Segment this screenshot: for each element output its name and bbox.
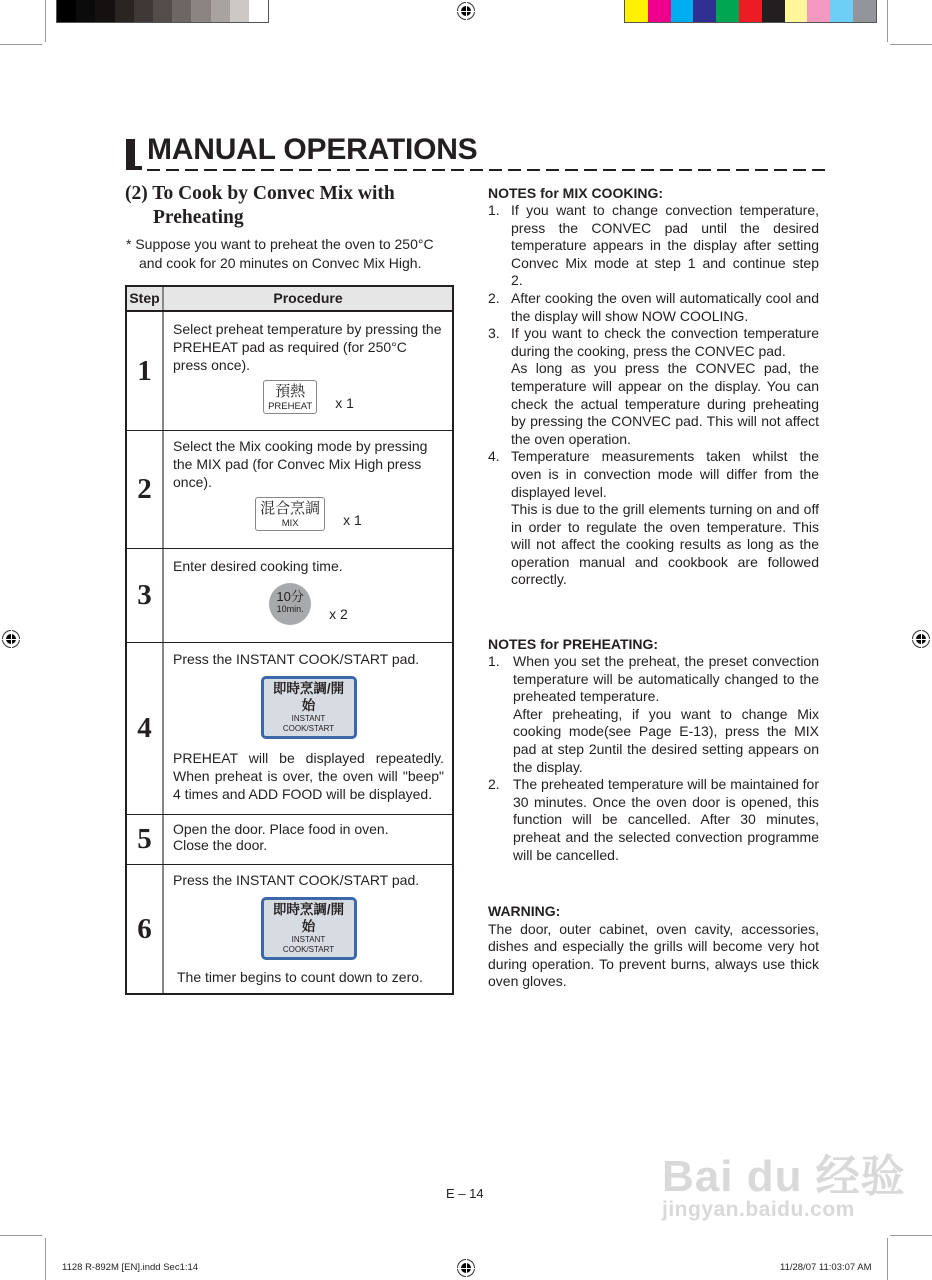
pad-label-english: PREHEAT bbox=[268, 401, 313, 412]
calibration-swatch bbox=[230, 0, 249, 22]
step-procedure bbox=[164, 431, 452, 548]
title-accent-foot bbox=[126, 166, 142, 170]
notes-mix-cooking bbox=[488, 185, 819, 589]
step-procedure bbox=[164, 549, 452, 642]
note-number: 1. bbox=[488, 653, 500, 669]
note-text: If you want to check the convection temperature during the cooking, press the CONVEC pad. bbox=[511, 325, 819, 359]
step-procedure bbox=[164, 865, 452, 993]
grayscale-calibration-bar bbox=[56, 0, 269, 23]
calibration-swatch bbox=[671, 0, 694, 22]
title-dashed-rule bbox=[147, 169, 829, 171]
note-item bbox=[488, 653, 819, 776]
preheat-pad-button bbox=[263, 380, 317, 414]
pad-label-chinese: 混合烹調 bbox=[260, 500, 321, 517]
step-number: 3 bbox=[127, 549, 164, 642]
table-row-step-4 bbox=[127, 643, 452, 815]
note-number: 1. bbox=[488, 202, 500, 218]
table-row-step-1 bbox=[127, 312, 452, 431]
step-procedure bbox=[164, 815, 452, 864]
notes-mix-list bbox=[488, 202, 819, 589]
step-number: 1 bbox=[127, 312, 164, 430]
calibration-swatch bbox=[648, 0, 671, 22]
note-number: 4. bbox=[488, 448, 500, 465]
note-text: If you want to change convection temperature, press the CONVEC pad until the desired temperature appears in the display after setting Convec Mix mode at step 1 and continue step 2. bbox=[511, 202, 819, 289]
pad-label-chinese: 10分 bbox=[276, 589, 304, 604]
note-text: Temperature measurements taken whilst the oven is in convection mode will differ from the displayed level. bbox=[511, 448, 819, 500]
pad-label-chinese: 預熱 bbox=[275, 383, 306, 400]
page-number: E – 14 bbox=[446, 1186, 484, 1201]
note-item bbox=[488, 290, 819, 325]
note-text: The preheated temperature will be maintained for 30 minutes. Once the oven door is opened, this function will be cancelled. After 30 minutes, preheat and the selected convection programme will be cancelled. bbox=[513, 776, 819, 863]
step-text: Press the INSTANT COOK/START pad. bbox=[173, 651, 420, 667]
crop-mark bbox=[890, 44, 932, 45]
intro-line2: and cook for 20 minutes on Convec Mix High. bbox=[139, 255, 422, 271]
pad-label-chinese: 即時烹調/開始 bbox=[272, 681, 345, 713]
note-number: 2. bbox=[488, 289, 500, 306]
header-procedure: Procedure bbox=[273, 290, 343, 306]
10min-pad-button bbox=[269, 583, 311, 625]
intro-line1: * Suppose you want to preheat the oven to 250°C bbox=[126, 236, 434, 252]
calibration-swatch bbox=[249, 0, 268, 22]
crop-mark bbox=[0, 1235, 42, 1236]
step-number: 5 bbox=[127, 815, 164, 864]
note-item bbox=[488, 202, 819, 290]
note-text: As long as you press the CONVEC pad, the temperature will appear on the display. You can check the actual temperature during preheating by pressing the CONVEC pad. This will not affect the oven operation. bbox=[511, 360, 819, 447]
note-number: 3. bbox=[488, 325, 500, 342]
print-timestamp: 11/28/07 11:03:07 AM bbox=[780, 1262, 872, 1273]
calibration-swatch bbox=[57, 0, 76, 22]
instant-cook-start-pad-button bbox=[261, 676, 357, 739]
file-info: 1128 R-892M [EN].indd Sec1:14 bbox=[62, 1262, 199, 1273]
note-item bbox=[488, 448, 819, 589]
calibration-swatch bbox=[716, 0, 739, 22]
step-text: Select preheat temperature by pressing the PREHEAT pad as required (for 250°C press once). bbox=[173, 321, 442, 373]
crop-mark bbox=[45, 0, 46, 42]
step-procedure bbox=[164, 643, 452, 814]
warning-heading: WARNING: bbox=[488, 903, 561, 919]
calibration-swatch bbox=[853, 0, 876, 22]
steps-table bbox=[125, 285, 454, 995]
note-item bbox=[488, 776, 819, 864]
calibration-swatch bbox=[762, 0, 785, 22]
table-header bbox=[127, 287, 452, 312]
step-result-text: The timer begins to count down to zero. bbox=[177, 969, 423, 985]
crop-mark bbox=[890, 1235, 932, 1236]
step-text: Press the INSTANT COOK/START pad. bbox=[173, 872, 420, 888]
step-procedure bbox=[164, 312, 452, 430]
step-result-text: PREHEAT will be displayed repeatedly. When preheat is over, the oven will "beep" 4 times and ADD FOOD will be displayed. bbox=[173, 750, 444, 802]
table-row-step-2 bbox=[127, 431, 452, 549]
section-title bbox=[125, 182, 395, 230]
calibration-swatch bbox=[211, 0, 230, 22]
crop-mark bbox=[887, 1238, 888, 1280]
table-row-step-3 bbox=[127, 549, 452, 643]
pad-label-english: MIX bbox=[281, 518, 299, 529]
calibration-swatch bbox=[785, 0, 808, 22]
section-title-line2: Preheating bbox=[153, 207, 244, 228]
press-count: x 1 bbox=[343, 512, 362, 528]
watermark-url: jingyan.baidu.com bbox=[662, 1198, 855, 1221]
baidu-watermark bbox=[662, 1140, 906, 1222]
pad-label-english: 10min. bbox=[276, 604, 304, 614]
registration-mark-icon bbox=[912, 630, 930, 648]
step-text-line2: Close the door. bbox=[173, 837, 268, 853]
table-row-step-5 bbox=[127, 815, 452, 865]
notes-mix-heading: NOTES for MIX COOKING: bbox=[488, 185, 663, 201]
note-text: This is due to the grill elements turning on and off in order to regulate the oven temperature. This will not affect the cooking results as long as the operation manual and cookbook are followed correctly. bbox=[511, 501, 819, 588]
header-step: Step bbox=[127, 287, 164, 310]
table-row-step-6 bbox=[127, 865, 452, 993]
warning-text: The door, outer cabinet, oven cavity, accessories, dishes and especially the grills will become very hot during operation. To prevent burns, always use thick oven gloves. bbox=[488, 920, 819, 990]
pad-label-english: INSTANT COOK/START bbox=[282, 714, 335, 733]
calibration-swatch bbox=[739, 0, 762, 22]
calibration-swatch bbox=[76, 0, 95, 22]
note-text: When you set the preheat, the preset convection temperature will be automatically changed to the preheated temperature. bbox=[513, 653, 819, 705]
note-text: After preheating, if you want to change Mix cooking mode(see Page E-13), press the MIX pad at step 2until the desired setting appears on the display. bbox=[513, 705, 819, 775]
page-title: MANUAL OPERATIONS bbox=[147, 133, 478, 166]
calibration-swatch bbox=[693, 0, 716, 22]
calibration-swatch bbox=[115, 0, 134, 22]
calibration-swatch bbox=[95, 0, 114, 22]
note-item bbox=[488, 325, 819, 448]
calibration-swatch bbox=[134, 0, 153, 22]
color-calibration-bar bbox=[624, 0, 877, 23]
calibration-swatch bbox=[153, 0, 172, 22]
section-title-line1: (2) To Cook by Convec Mix with bbox=[125, 183, 395, 204]
step-number: 2 bbox=[127, 431, 164, 548]
notes-preheat-heading: NOTES for PREHEATING: bbox=[488, 636, 659, 652]
watermark-logo: Bai du 经验 bbox=[662, 1152, 906, 1201]
registration-mark-icon bbox=[2, 630, 20, 648]
press-count: x 2 bbox=[329, 606, 348, 622]
registration-mark-icon bbox=[457, 2, 475, 20]
calibration-swatch bbox=[807, 0, 830, 22]
step-text: Select the Mix cooking mode by pressing the MIX pad (for Convec Mix High press once). bbox=[173, 438, 428, 490]
mix-pad-button bbox=[255, 497, 325, 531]
notes-preheat-list bbox=[488, 653, 819, 864]
pad-label-chinese: 即時烹調/開始 bbox=[272, 902, 345, 934]
calibration-swatch bbox=[625, 0, 648, 22]
step-number: 4 bbox=[127, 643, 164, 814]
press-count: x 1 bbox=[335, 395, 354, 411]
crop-mark bbox=[887, 0, 888, 42]
notes-preheating bbox=[488, 636, 819, 864]
crop-mark bbox=[0, 44, 42, 45]
calibration-swatch bbox=[191, 0, 210, 22]
instant-cook-start-pad-button bbox=[261, 897, 357, 960]
calibration-swatch bbox=[830, 0, 853, 22]
pad-label-english: INSTANT COOK/START bbox=[282, 935, 335, 954]
note-text: After cooking the oven will automatically cool and the display will show NOW COOLING. bbox=[511, 289, 819, 324]
step-text: Enter desired cooking time. bbox=[173, 558, 343, 574]
calibration-swatch bbox=[172, 0, 191, 22]
crop-mark bbox=[45, 1238, 46, 1280]
note-number: 2. bbox=[488, 776, 500, 793]
warning-block bbox=[488, 903, 819, 991]
step-text: Open the door. Place food in oven. bbox=[173, 821, 389, 837]
registration-mark-icon bbox=[457, 1259, 475, 1277]
section-intro bbox=[126, 235, 434, 273]
step-number: 6 bbox=[127, 865, 164, 993]
